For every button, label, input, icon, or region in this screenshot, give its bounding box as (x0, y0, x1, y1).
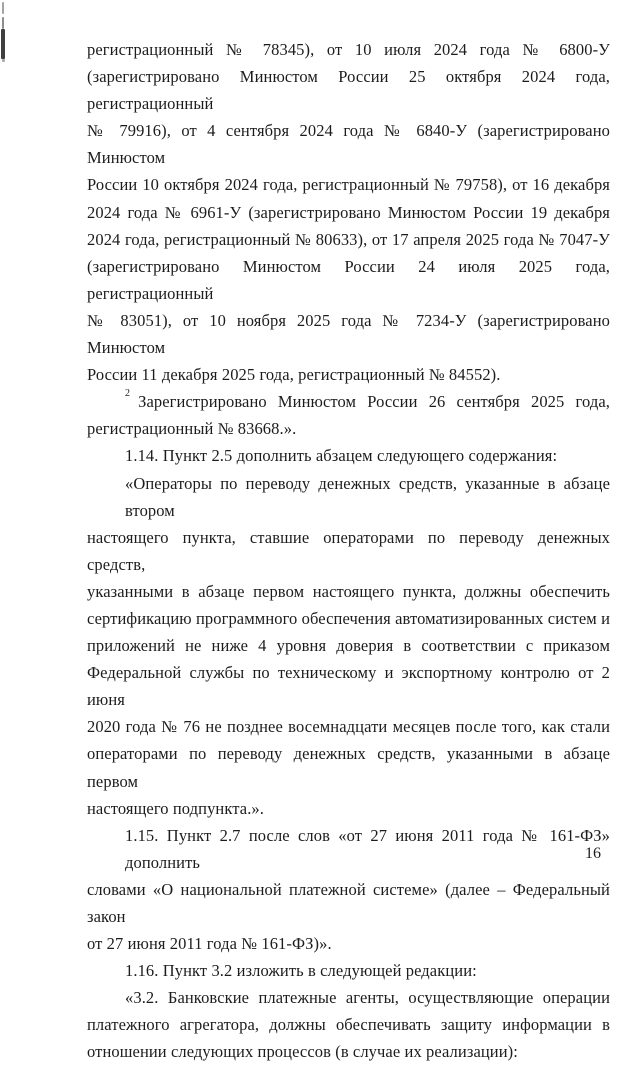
clause-1-15-line: словами «О национальной платежной системе» (далее – Федеральный закон (87, 879, 610, 926)
clause-1-15-line: 1.15. Пункт 2.7 после слов «от 27 июня 2011 года № 161-ФЗ» дополнить (125, 825, 610, 872)
text-line: регистрационный № 78345), от 10 июля 2024 года № 6800-У (87, 40, 610, 59)
text-line: «3.2. Банковские платежные агенты, осуществляющие операции (125, 988, 610, 1008)
scan-artifact-line (1, 29, 5, 59)
document-body (87, 36, 610, 1066)
clause-1-15-line: от 27 июня 2011 года № 161-ФЗ)». (87, 934, 332, 954)
text-line: 2024 года, регистрационный № 80633), от 17 апреля 2025 года № 7047-У (87, 229, 610, 249)
clause-1-16-line: 1.16. Пункт 3.2 изложить в следующей редакции: (125, 961, 477, 981)
text-line: указанными в абзаце первом настоящего пункта, должны обеспечить (87, 581, 610, 601)
scan-artifact-line (2, 17, 4, 29)
text-line: Федеральной службы по техническому и экспортному контролю от 2 июня (87, 663, 610, 710)
clause-1-14-line: 1.14. Пункт 2.5 дополнить абзацем следующего содержания: (125, 446, 558, 466)
text-line: России 10 октября 2024 года, регистрационный № 79758), от 16 декабря (87, 175, 610, 195)
footnote-line: регистрационный № 83668.». (87, 419, 297, 439)
text-line: 2024 года № 6961-У (зарегистрировано Минюстом России 19 декабря (87, 202, 610, 222)
text-line: России 11 декабря 2025 года, регистрационный № 84552). (87, 365, 501, 385)
text-line: (зарегистрировано Минюстом России 25 октября 2024 года, регистрационный (87, 67, 610, 114)
text-line: сертификацию программного обеспечения автоматизированных систем и (87, 608, 610, 628)
scan-artifact-dot (2, 59, 5, 62)
text-line: настоящего пункта, ставшие операторами по переводу денежных средств, (87, 527, 610, 574)
page-number: 16 (585, 845, 601, 862)
text-line: платежного агрегатора, должны обеспечивать защиту информации в (87, 1015, 610, 1035)
scan-artifact-line (2, 2, 4, 14)
text-line: настоящего подпункта.». (87, 798, 264, 818)
text-line: № 79916), от 4 сентября 2024 года № 6840-У (зарегистрировано Минюстом (87, 121, 610, 168)
text-line: № 83051), от 10 ноября 2025 года № 7234-У (зарегистрировано Минюстом (87, 310, 610, 358)
text-line: «Операторы по переводу денежных средств, указанные в абзаце втором (125, 473, 610, 520)
footnote-marker: 2 (125, 387, 131, 399)
footnote-line (87, 388, 610, 415)
text-line: операторами по переводу денежных средств, указанными в абзаце первом (87, 744, 610, 791)
text-segment: Зарегистрировано Минюстом России 26 сентября 2025 года, (138, 392, 610, 412)
text-line: (зарегистрировано Минюстом России 24 июля 2025 года, регистрационный (87, 256, 610, 303)
text-line: отношении следующих процессов (в случае их реализации): (87, 1042, 518, 1062)
text-line: 2020 года № 76 не позднее восемнадцати месяцев после того, как стали (87, 717, 610, 737)
text-line: приложений не ниже 4 уровня доверия в соответствии с приказом (87, 636, 610, 656)
